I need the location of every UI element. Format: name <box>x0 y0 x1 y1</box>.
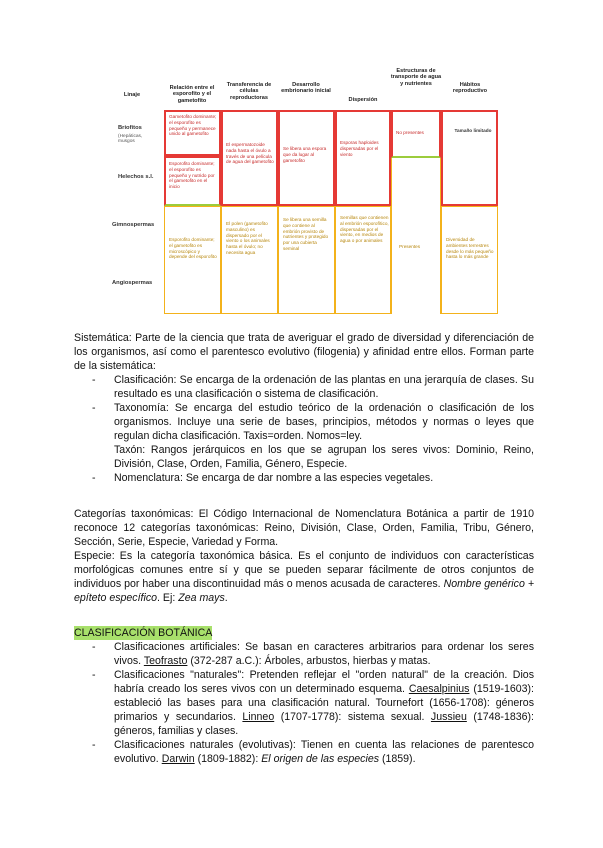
list-item-naturales: - Clasificaciones "naturales": Pretenden reflejar el "orden natural" de la creación. Dios habría creado los seres vivos con un determinado esquema. Caesalpinius (1519-1603): estableció las bases para una clasificación natural. Tournefort (1656-1708): géneros primarios y secundarios. Linneo (1707-1778): sistema sexual. Jussieu (1748-1836): géneros, familias y clases. <box>74 668 534 738</box>
header-transferencia: Transferencia de células reproductoras <box>226 82 272 101</box>
list-item-evolutivas: - Clasificaciones naturales (evolutivas): Tienen en cuenta las relaciones de parentesco evolutivo. Darwin (1809-1882): El origen de las especies (1859). <box>74 738 534 766</box>
header-relacion: Relación entre el esporofito y el gametofito <box>169 85 215 104</box>
cell-relacion-helechos: Esporofito dominante; el esporofito es pequeño y nutrido por el gametofito en el inicio <box>164 156 221 206</box>
comparison-table-figure <box>104 62 517 316</box>
cell-dispersion-semilla: Semillas que contienen al embrión esporofítico, dispersadas por el viento, en medios de agua o por animales <box>335 206 391 314</box>
sistematica-list <box>74 373 534 443</box>
row-sublabel-briofitos: (Hepáticas, musgos <box>118 134 143 145</box>
categorias-section <box>74 507 534 605</box>
row-label-angiospermas: Angiospermas <box>112 280 153 286</box>
estructuras-divider-left <box>391 158 392 314</box>
list-item-artificiales: - Clasificaciones artificiales: Se basan en caracteres arbitrarios para ordenar los seres vivos. Teofrasto (372-287 a.C.): Árboles, arbustos, hierbas y matas. <box>74 640 534 668</box>
header-linaje: Linaje <box>123 92 141 98</box>
header-estructuras: Estructuras de transporte de agua y nutrientes <box>390 68 442 87</box>
especie-paragraph: Especie: Es la categoría taxonómica básica. Es el conjunto de individuos con características morfológicas comunes entre sí y que se pueden separar fácilmente de otros conjuntos de individuos por haber una discontinuidad más o menos acusada de caracteres. Nombre genérico + epíteto específico. Ej: Zea mays. <box>74 550 535 604</box>
header-dispersion: Dispersión <box>348 97 378 103</box>
row-label-gimnospermas: Gimnospermas <box>112 222 155 228</box>
sistematica-intro: Sistemática: Parte de la ciencia que trata de averiguar el grado de diversidad y diferenciación de los organismos, así como el parentesco evolutivo (filogenia) y afinidad entre ellos. Forman parte de la sistemática: <box>74 332 534 372</box>
header-desarrollo: Desarrollo embrionario inicial <box>281 82 331 95</box>
list-item-nomenclatura: - Nomenclatura: Se encarga de dar nombre a las especies vegetales. <box>74 471 534 485</box>
cell-transferencia-espora: El espermatozoide nada hasta el óvulo a través de una película de agua del gametofito <box>221 110 278 206</box>
cell-habitos-briofitos: Tamaño limitado <box>441 110 498 206</box>
cell-relacion-briofitos: Gametofito dominante; el esporofito es pequeño y permanece unido al gametofito <box>164 110 221 156</box>
list-item-clasificacion: - Clasificación: Se encarga de la ordenación de las plantas en una jerarquía de clases. Su resultado es una clasificación o sistema de clasificación. <box>74 373 534 401</box>
cell-estructuras-briofitos: No presentes <box>391 110 441 158</box>
row-label-briofitos: Briofitos <box>118 125 142 131</box>
sistematica-section <box>74 331 534 485</box>
clasificacion-heading: CLASIFICACIÓN BOTÁNICA <box>74 627 213 639</box>
cell-desarrollo-semilla: Se libera una semilla que contiene al embrión provisto de nutrientes y protegido por una cubierta seminal <box>278 206 335 314</box>
cell-habitos-semillas: Diversidad de ambientes terrestres desde lo más pequeño hasta lo más grande <box>441 206 498 314</box>
cell-desarrollo-espora: Se libera una espora que da lugar al gametofito <box>278 110 335 206</box>
categorias-paragraph: Categorías taxonómicas: El Código Internacional de Nomenclatura Botánica a partir de 1910 reconoce 12 categorías taxonómicas: Reino, División, Clase, Orden, Familia, Tribu, Género, Sección, Serie, Especie, Variedad y Forma. <box>74 508 534 548</box>
clasificacion-section <box>74 626 534 766</box>
cell-estructuras-presentes: Presentes <box>399 244 421 249</box>
clasificacion-list <box>74 640 534 766</box>
cell-dispersion-espora: Esporas haploides dispersadas por el viento <box>335 110 391 206</box>
list-item-taxonomia: - Taxonomía: Se encarga del estudio teórico de la ordenación o clasificación de los organismos. Incluye una serie de bases, principios, métodos y normas o leyes que regulan dicha clasificación. Taxis=orden. Nomos=ley. <box>74 401 534 443</box>
cell-transferencia-polen: El polen (gametofito masculino) es dispersado por el viento o los animales hasta el óvulo; no necesita agua <box>221 206 278 314</box>
taxon-definition: Taxón: Rangos jerárquicos en los que se agrupan los seres vivos: Dominio, Reino, División, Clase, Orden, Familia, Género, Especie. <box>114 444 534 470</box>
row-label-helechos: Helechos s.l. <box>118 174 154 180</box>
header-habitos: Hábitos reproductivo <box>452 82 488 95</box>
cell-relacion-semillas: Esporofito dominante; el gametofito es microscópico y depende del esporofito <box>164 206 221 314</box>
